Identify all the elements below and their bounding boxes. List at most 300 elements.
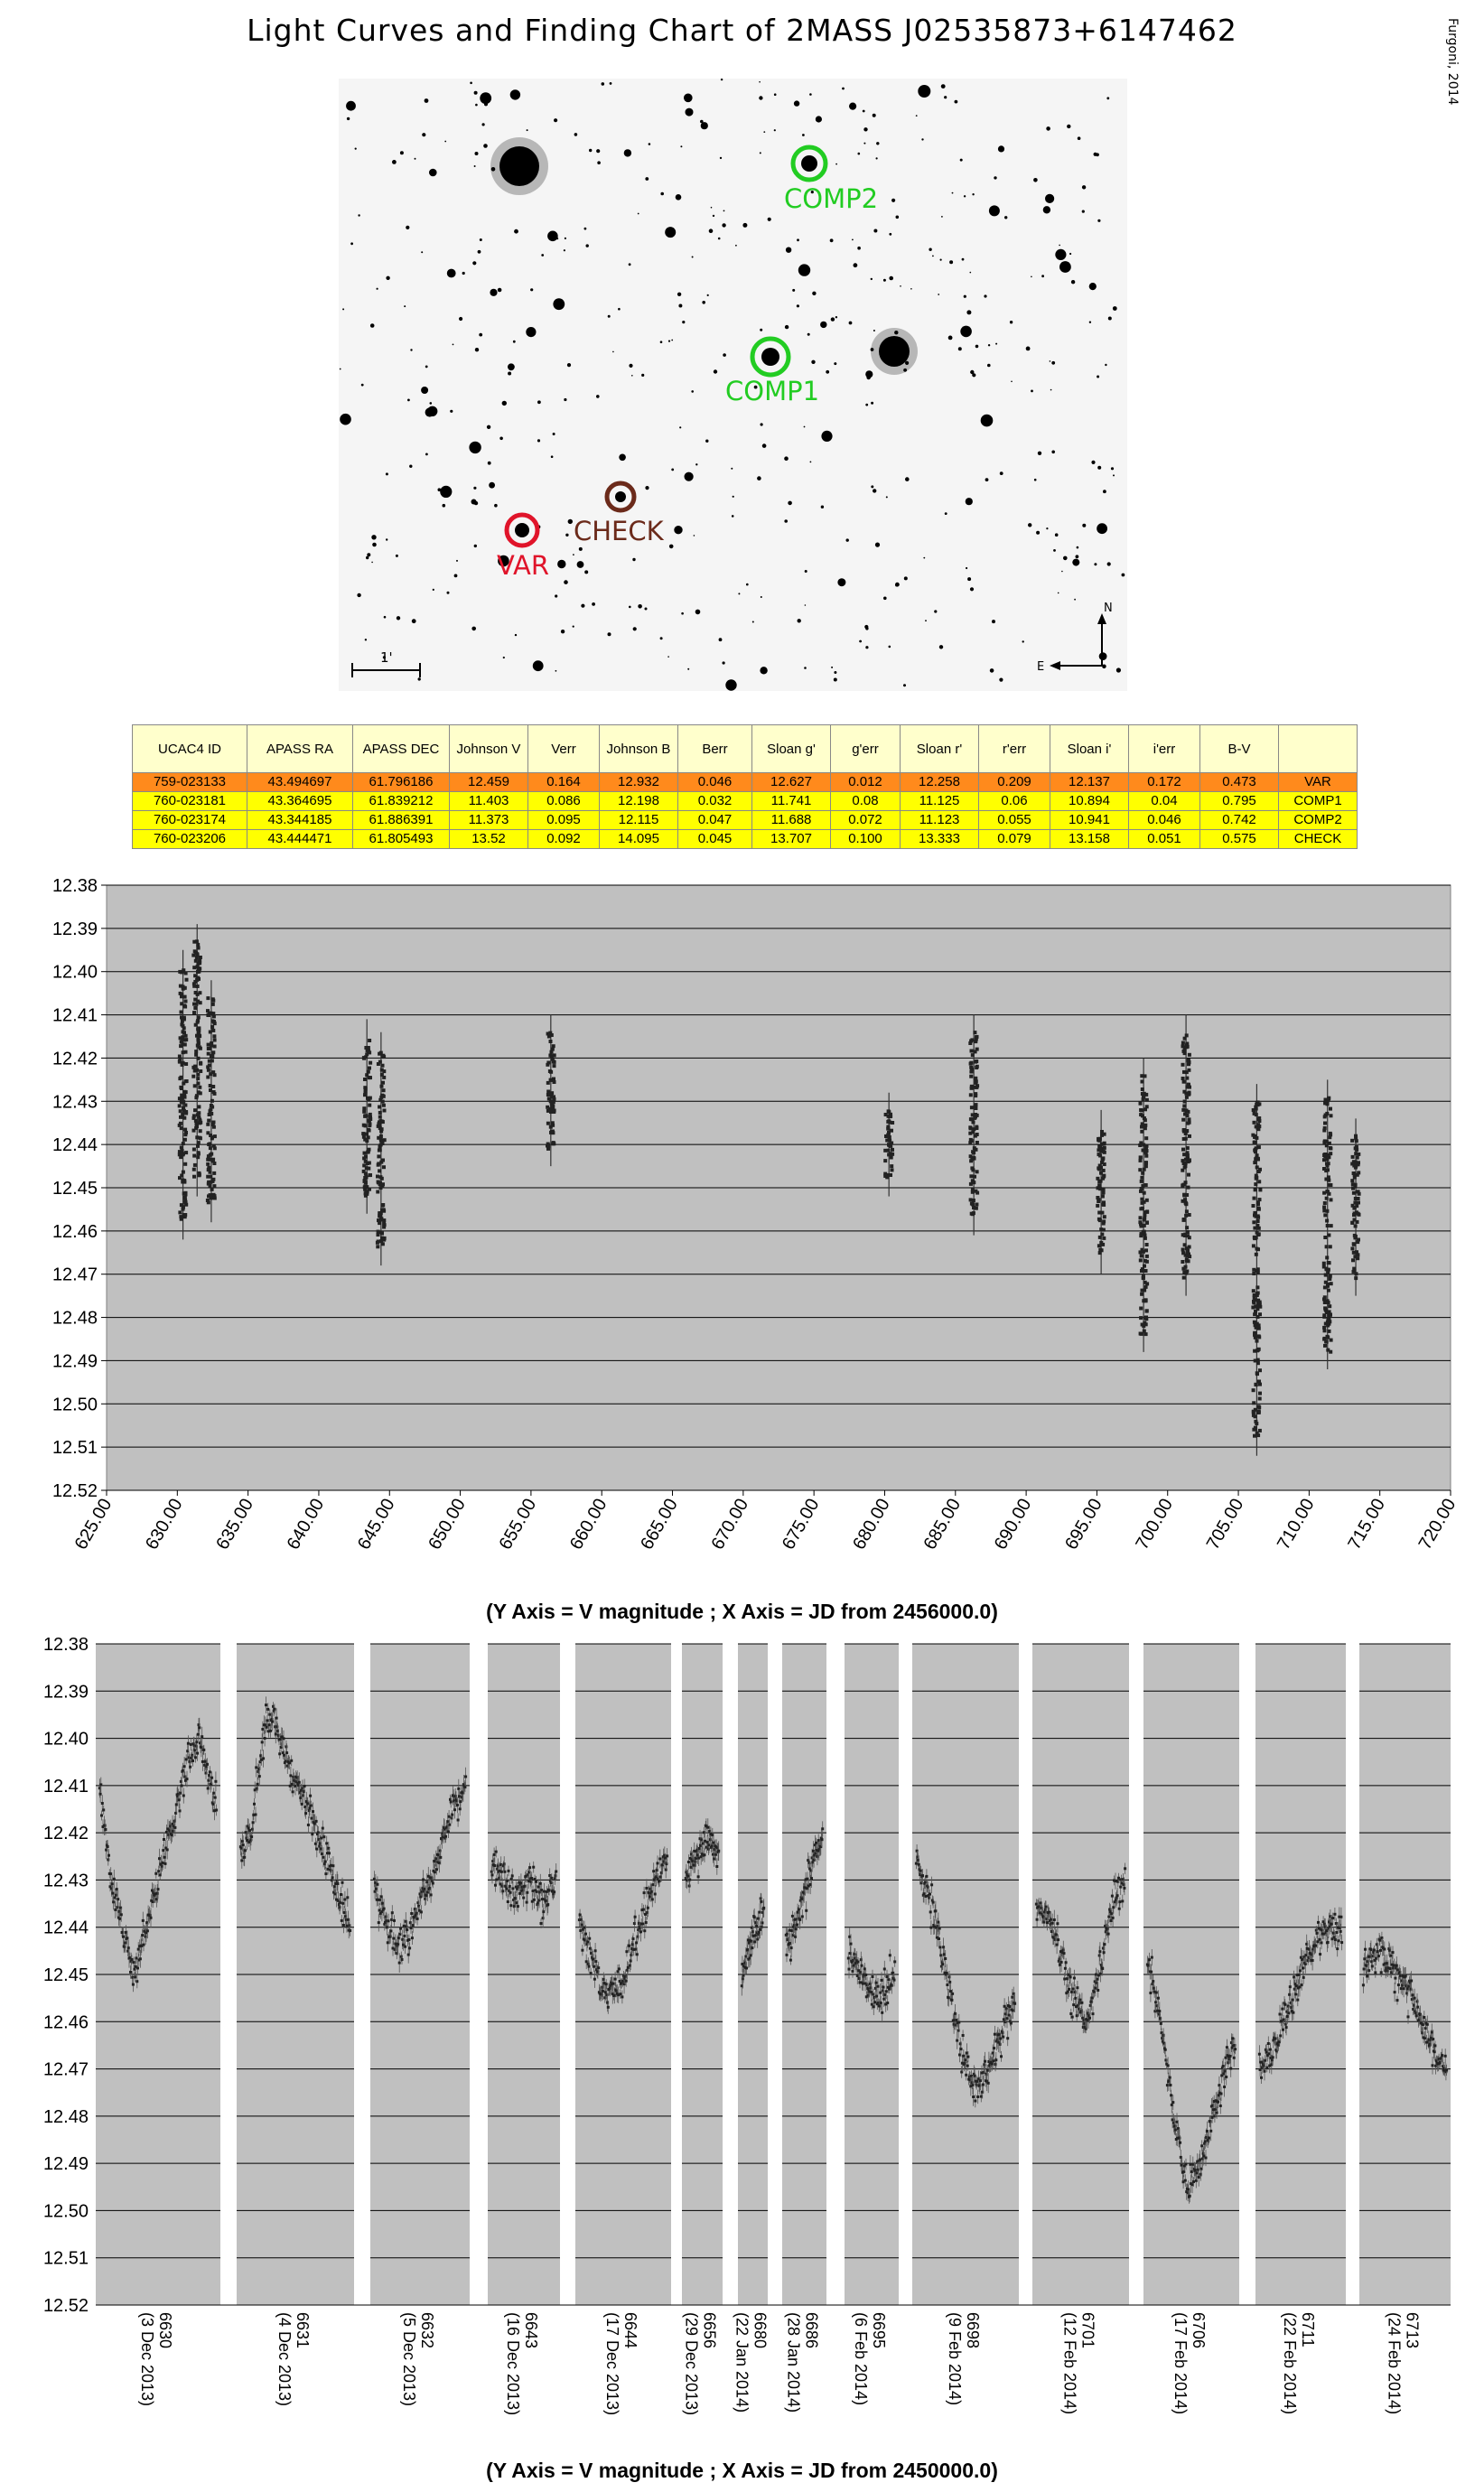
data-point: [362, 1135, 366, 1139]
star: [895, 583, 900, 587]
data-point: [1356, 1240, 1359, 1244]
data-point: [493, 1864, 496, 1867]
star: [1108, 317, 1112, 321]
data-point: [411, 1937, 414, 1939]
star: [483, 144, 488, 148]
data-point: [1256, 1123, 1260, 1126]
data-point: [495, 1879, 498, 1881]
data-point: [196, 1752, 199, 1755]
star: [944, 96, 947, 98]
data-point: [546, 1122, 550, 1125]
data-point: [1255, 1107, 1258, 1111]
data-point: [362, 1106, 366, 1110]
data-point: [175, 1803, 178, 1806]
data-point: [1141, 1171, 1144, 1175]
data-point: [713, 1858, 715, 1861]
data-point: [948, 1981, 951, 1983]
data-point: [120, 1913, 123, 1916]
comp2-label: COMP2: [784, 183, 879, 214]
star: [584, 228, 587, 230]
data-point: [1269, 2049, 1272, 2051]
data-point: [456, 1804, 459, 1806]
star: [397, 616, 400, 620]
data-point: [1252, 1220, 1255, 1224]
nightly-light-curves-plot: [0, 1637, 1484, 2450]
data-point: [1254, 1310, 1257, 1313]
data-point: [1097, 1211, 1101, 1215]
star: [835, 163, 837, 165]
data-point: [1169, 2084, 1171, 2086]
data-point: [1143, 1191, 1146, 1195]
data-point: [125, 1931, 127, 1934]
star: [1046, 527, 1048, 529]
star: [541, 254, 544, 257]
data-point: [1377, 1955, 1380, 1957]
data-point: [368, 1067, 371, 1070]
data-point: [966, 2052, 968, 2055]
star: [384, 616, 387, 619]
data-point: [1103, 1151, 1106, 1154]
data-point: [194, 991, 198, 994]
data-point: [588, 1937, 591, 1940]
data-point: [976, 2095, 979, 2098]
data-point: [265, 1703, 267, 1706]
data-point: [210, 1104, 213, 1107]
data-point: [929, 1910, 932, 1913]
data-point: [126, 1937, 128, 1939]
star: [925, 620, 927, 621]
data-point: [1142, 1097, 1145, 1101]
data-point: [1192, 2180, 1195, 2183]
data-point: [333, 1885, 336, 1888]
data-point: [553, 1890, 555, 1893]
data-point: [197, 1733, 200, 1736]
star: [966, 498, 973, 505]
data-point: [1188, 1158, 1191, 1162]
data-point: [183, 1138, 187, 1142]
data-point: [341, 1881, 344, 1884]
data-point: [368, 1124, 371, 1127]
data-point: [1144, 1164, 1148, 1168]
panel-date-label: (3 Dec 2013): [138, 2312, 156, 2407]
data-point: [946, 1972, 948, 1974]
star: [857, 247, 861, 250]
star: [760, 667, 767, 674]
star: [677, 293, 681, 296]
data-point: [924, 1881, 927, 1884]
star: [474, 545, 477, 547]
data-point: [1258, 1198, 1262, 1201]
star: [409, 465, 412, 468]
star: [871, 278, 873, 280]
data-point: [1330, 1114, 1333, 1117]
data-point: [1383, 1948, 1386, 1951]
data-point: [213, 1045, 217, 1049]
data-point: [526, 1891, 528, 1894]
data-point: [320, 1837, 322, 1840]
data-point: [759, 1928, 761, 1931]
data-point: [751, 1946, 753, 1949]
data-point: [1252, 1244, 1255, 1247]
data-point: [275, 1732, 277, 1735]
data-point: [311, 1817, 313, 1820]
data-point: [380, 1094, 384, 1097]
star: [757, 476, 761, 481]
data-point: [1184, 2179, 1187, 2182]
data-point: [191, 1066, 195, 1069]
table-cell: 43.364695: [247, 792, 353, 811]
data-point: [434, 1857, 437, 1860]
star: [849, 103, 856, 110]
data-point: [541, 1898, 544, 1900]
data-point: [1118, 1908, 1121, 1910]
data-point: [1329, 1107, 1332, 1111]
star: [711, 207, 713, 209]
star: [835, 316, 837, 318]
data-point: [1098, 1248, 1102, 1252]
star: [508, 372, 511, 376]
panel-jd-label: 6632: [418, 2312, 436, 2349]
data-point: [506, 1880, 509, 1882]
data-point: [366, 1151, 369, 1154]
data-point: [1142, 1324, 1145, 1328]
data-point: [500, 1871, 503, 1873]
data-point: [969, 1117, 973, 1121]
data-point: [1328, 1277, 1331, 1281]
star: [970, 272, 972, 274]
data-point: [196, 970, 200, 974]
data-point: [182, 1769, 184, 1772]
data-point: [962, 2034, 965, 2037]
data-point: [366, 1162, 369, 1165]
data-point: [1181, 1248, 1185, 1252]
data-point: [957, 2021, 960, 2024]
data-point: [1405, 1974, 1407, 1977]
data-point: [116, 1888, 118, 1890]
data-point: [1200, 2144, 1203, 2147]
data-point: [196, 1019, 200, 1022]
star: [858, 153, 861, 155]
data-point: [1139, 1222, 1143, 1226]
data-point: [1330, 1282, 1333, 1285]
data-point: [1257, 1348, 1261, 1351]
data-point: [975, 1048, 979, 1051]
data-point: [941, 1963, 944, 1965]
data-point: [196, 1077, 200, 1080]
data-point: [193, 1108, 197, 1112]
data-point: [422, 1879, 425, 1881]
data-point: [191, 954, 195, 957]
data-point: [211, 1012, 215, 1015]
y-tick-label: 12.42: [42, 1824, 89, 1844]
data-point: [183, 1765, 186, 1768]
data-point: [987, 2082, 990, 2085]
data-point: [1142, 1230, 1145, 1234]
data-point: [1183, 1166, 1187, 1170]
data-point: [877, 1985, 880, 1988]
data-point: [999, 2038, 1002, 2040]
table-cell: 10.941: [1050, 811, 1129, 830]
star: [638, 213, 639, 215]
data-point: [1092, 2012, 1095, 2015]
y-tick-label: 12.41: [51, 1005, 98, 1026]
data-point: [213, 1039, 217, 1042]
data-point: [180, 1094, 183, 1097]
data-point: [1097, 1167, 1101, 1171]
data-point: [1279, 2034, 1282, 2037]
star: [470, 82, 472, 85]
data-point: [198, 1086, 201, 1089]
table-cell: 0.046: [1129, 811, 1200, 830]
data-point: [1140, 1074, 1143, 1078]
table-cell: 61.839212: [353, 792, 450, 811]
data-point: [178, 1798, 181, 1801]
data-point: [881, 2011, 883, 2014]
data-point: [1258, 1312, 1262, 1316]
star: [940, 259, 942, 261]
star: [1072, 559, 1079, 566]
data-point: [183, 1214, 187, 1218]
star: [347, 117, 350, 120]
data-point: [1185, 1045, 1189, 1049]
star: [547, 231, 558, 242]
data-point: [378, 1124, 382, 1127]
data-point: [848, 1968, 851, 1971]
data-point: [1254, 1188, 1257, 1191]
table-cell: 12.459: [450, 773, 528, 792]
data-point: [142, 1919, 145, 1922]
data-point: [212, 1034, 216, 1038]
data-point: [1144, 1299, 1148, 1302]
data-point: [1326, 1100, 1330, 1104]
y-tick-label: 12.39: [42, 1682, 89, 1703]
data-point: [1220, 2093, 1223, 2095]
panel-jd-label: 6656: [700, 2312, 719, 2349]
data-point: [1139, 1332, 1143, 1336]
data-point: [607, 2006, 610, 2009]
x-tick-label: 695.00: [1061, 1495, 1106, 1554]
data-point: [790, 1946, 793, 1949]
data-point: [1164, 2049, 1167, 2051]
data-point: [191, 1075, 195, 1078]
data-point: [536, 1890, 538, 1893]
data-point: [493, 1853, 496, 1856]
table-cell: 11.373: [450, 811, 528, 830]
data-point: [377, 1154, 380, 1158]
star: [508, 363, 515, 370]
data-point: [377, 1162, 380, 1165]
star: [456, 560, 458, 562]
star: [797, 238, 799, 241]
data-point: [380, 1127, 384, 1131]
star: [377, 288, 378, 290]
data-point: [1167, 2064, 1170, 2067]
star: [863, 143, 865, 145]
data-point: [542, 1910, 545, 1913]
data-point: [262, 1757, 265, 1759]
star: [891, 199, 895, 202]
data-point: [310, 1805, 313, 1807]
star: [910, 288, 912, 290]
data-point: [1358, 1213, 1361, 1217]
x-tick-label: 690.00: [990, 1495, 1036, 1554]
data-point: [1350, 1179, 1354, 1182]
data-point: [1406, 1987, 1409, 1990]
data-point: [1329, 1350, 1332, 1354]
panel-date-label: (28 Jan 2014): [784, 2312, 803, 2413]
star: [619, 454, 626, 462]
data-point: [791, 1915, 794, 1918]
data-point: [212, 1021, 216, 1024]
star: [760, 152, 761, 154]
data-point: [1145, 1309, 1149, 1312]
star: [475, 104, 478, 107]
y-tick-label: 12.47: [42, 2059, 89, 2080]
data-point: [1140, 1293, 1143, 1296]
data-point: [196, 1155, 200, 1159]
data-point: [250, 1835, 253, 1838]
data-point: [1257, 1227, 1261, 1230]
data-point: [389, 1929, 392, 1932]
data-point: [1097, 1198, 1100, 1201]
data-point: [1352, 1164, 1356, 1168]
data-point: [381, 1081, 385, 1085]
data-point: [1145, 1255, 1149, 1258]
star: [905, 477, 910, 481]
star: [834, 671, 836, 674]
star: [804, 426, 806, 428]
data-point: [368, 1039, 371, 1042]
data-point: [968, 1125, 972, 1129]
data-point: [1183, 1113, 1187, 1116]
data-point: [793, 1924, 796, 1927]
data-point: [1182, 1153, 1186, 1156]
star: [577, 561, 584, 568]
star: [1026, 347, 1031, 351]
x-tick-label: 685.00: [919, 1495, 966, 1554]
data-point: [1351, 1258, 1355, 1262]
data-point: [1184, 1158, 1188, 1162]
star: [340, 369, 341, 370]
data-point: [210, 1188, 214, 1191]
data-point: [929, 1893, 931, 1896]
data-point: [1050, 1918, 1052, 1921]
data-point: [605, 1983, 608, 1985]
data-point: [1426, 2023, 1429, 2026]
panel-date-label: (4 Dec 2013): [275, 2312, 294, 2407]
data-point: [550, 1091, 554, 1095]
data-point: [182, 1181, 186, 1184]
data-point: [187, 1742, 190, 1745]
data-point: [971, 1053, 975, 1057]
star: [952, 192, 954, 194]
data-point: [404, 1946, 406, 1948]
star: [846, 538, 849, 541]
data-point: [975, 2080, 978, 2083]
data-point: [1252, 1272, 1255, 1275]
data-point: [1006, 2017, 1009, 2020]
data-point: [199, 1119, 202, 1123]
data-point: [346, 1925, 349, 1927]
star: [752, 621, 754, 623]
data-point: [890, 1164, 893, 1168]
panel-date-label: (6 Feb 2014): [852, 2312, 870, 2406]
data-point: [1322, 1265, 1326, 1269]
data-point: [1357, 1171, 1360, 1174]
data-point: [1257, 1380, 1261, 1384]
data-point: [1326, 1224, 1330, 1227]
data-point: [955, 2019, 957, 2021]
data-point: [1144, 1285, 1148, 1289]
data-point: [1329, 1152, 1332, 1155]
data-point: [887, 1153, 891, 1156]
star: [412, 619, 416, 623]
data-point: [368, 1050, 371, 1054]
data-point: [717, 1850, 720, 1853]
star: [638, 604, 642, 609]
data-point: [181, 1037, 184, 1041]
table-header-cell: APASS DEC: [353, 725, 450, 773]
data-point: [1322, 1206, 1326, 1209]
data-point: [1325, 1255, 1329, 1259]
data-point: [324, 1872, 327, 1875]
data-point: [1098, 1218, 1102, 1222]
data-point: [929, 1927, 932, 1929]
data-point: [1148, 1958, 1151, 1961]
data-point: [1088, 2017, 1091, 2020]
star: [761, 596, 762, 598]
data-point: [1143, 1200, 1146, 1204]
data-point: [1141, 1267, 1144, 1271]
data-point: [882, 1986, 885, 1989]
star: [660, 192, 664, 196]
data-point: [970, 1050, 974, 1053]
data-point: [1362, 1983, 1365, 1986]
data-point: [654, 1893, 657, 1896]
x-tick-label: 645.00: [353, 1495, 399, 1554]
star: [1011, 381, 1013, 383]
data-point: [322, 1835, 325, 1838]
data-point: [207, 1194, 210, 1198]
data-point: [184, 972, 188, 975]
data-point: [164, 1862, 167, 1865]
data-point: [1326, 1336, 1330, 1339]
star: [502, 401, 507, 406]
data-point: [548, 1890, 551, 1892]
table-cell: 0.742: [1200, 811, 1279, 830]
data-point: [315, 1820, 318, 1823]
star: [1077, 546, 1079, 549]
star: [684, 94, 693, 103]
data-point: [1255, 1176, 1258, 1180]
data-point: [1328, 1183, 1331, 1187]
data-point: [112, 1900, 115, 1903]
data-point: [1325, 1197, 1329, 1200]
data-point: [209, 1047, 212, 1050]
star: [357, 593, 360, 597]
star: [645, 486, 649, 490]
data-point: [1188, 1213, 1191, 1217]
data-point: [657, 1862, 659, 1864]
data-point: [129, 1971, 132, 1974]
y-tick-label: 12.50: [51, 1395, 98, 1415]
star: [487, 425, 490, 429]
data-point: [973, 1157, 976, 1161]
star: [472, 261, 476, 265]
data-point: [209, 1142, 212, 1145]
star: [1059, 261, 1071, 273]
data-point: [1258, 1302, 1262, 1306]
